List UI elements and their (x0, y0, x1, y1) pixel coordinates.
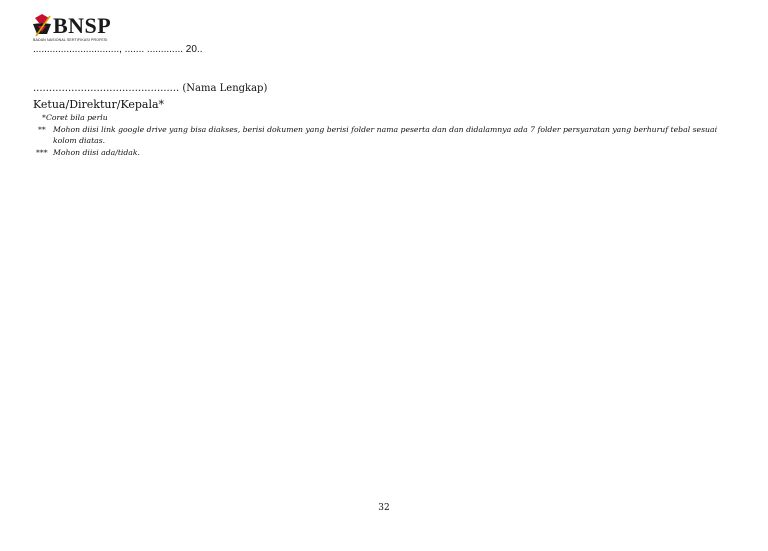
footnote-2 (33, 124, 723, 147)
footnote-text: Mohon diisi link google drive yang bisa diakses, berisi dokumen yang berisi folder nama peserta dan dan didalamnya ada 7 folder persyaratan yang berhuruf tebal sesuai kolom diatas. (53, 124, 718, 145)
bnsp-emblem-icon (33, 14, 53, 38)
footnote-3 (33, 147, 723, 159)
footnote-mark: * (42, 113, 46, 122)
footnote-mark: *** (36, 147, 48, 157)
bnsp-logo (33, 14, 123, 44)
footnotes (33, 112, 723, 158)
signature-name-line: .............................................. (Nama Lengkap) (33, 83, 268, 94)
footnote-text: Coret bila perlu (46, 113, 108, 122)
footnote-text: Mohon diisi ada/tidak. (53, 147, 140, 157)
logo-subtitle: BADAN NASIONAL SERTIFIKASI PROFESI (33, 38, 108, 42)
signature-role-line: Ketua/Direktur/Kepala* (33, 98, 165, 111)
logo-wordmark: BNSP (53, 13, 112, 38)
signature-date-line: ..............................., ....... ............. 20.. (33, 44, 203, 55)
footnote-1 (33, 112, 723, 124)
footnote-mark: ** (38, 124, 46, 134)
page-number: 32 (378, 503, 390, 513)
